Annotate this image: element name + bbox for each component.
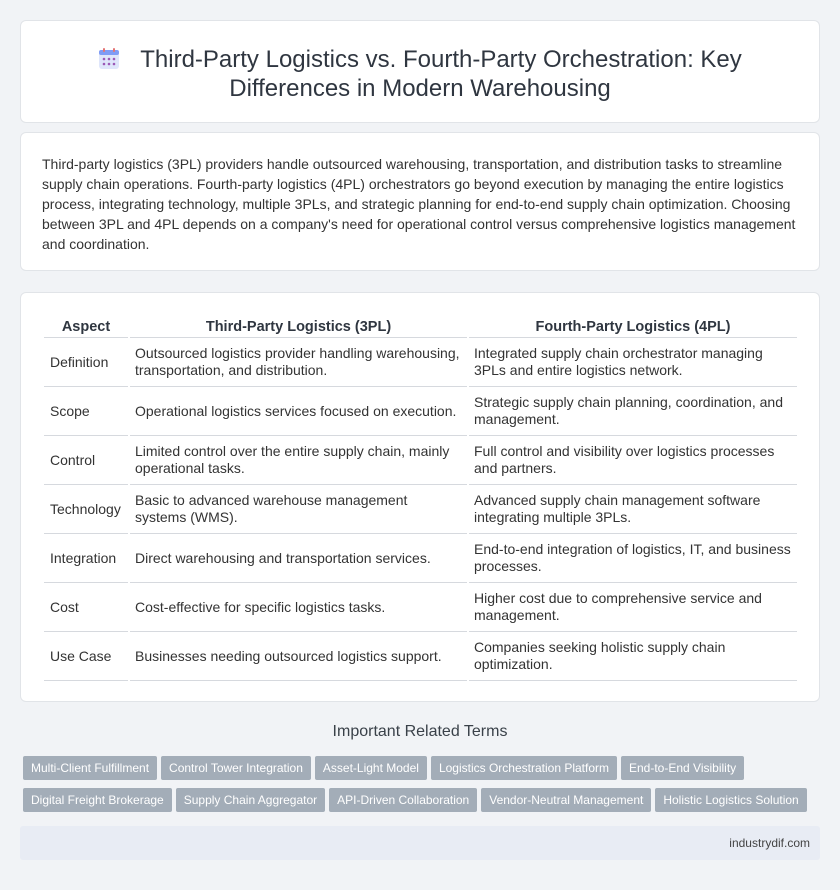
header-4pl: Fourth-Party Logistics (4PL) (469, 314, 797, 338)
table-row (44, 338, 797, 387)
header-3pl: Third-Party Logistics (3PL) (130, 314, 467, 338)
related-term-tag[interactable]: Supply Chain Aggregator (176, 788, 325, 812)
title-line-1: Third-Party Logistics vs. Fourth-Party Orchestration: Key (140, 46, 742, 73)
related-terms-title: Important Related Terms (332, 723, 508, 740)
aspect-cell: Use Case (44, 632, 128, 681)
3pl-cell: Businesses needing outsourced logistics support. (130, 632, 467, 681)
aspect-cell: Control (44, 436, 128, 485)
comparison-card (20, 292, 820, 702)
related-term-tag[interactable]: Asset-Light Model (315, 756, 427, 780)
aspect-cell: Cost (44, 583, 128, 632)
aspect-cell: Technology (44, 485, 128, 534)
page-title (21, 45, 819, 103)
related-term-tag[interactable]: Digital Freight Brokerage (23, 788, 172, 812)
table-header-row (44, 314, 797, 338)
related-term-tag[interactable]: Control Tower Integration (161, 756, 311, 780)
4pl-cell: End-to-end integration of logistics, IT, and business processes. (469, 534, 797, 583)
footer-site-link[interactable]: industrydif.com (729, 836, 810, 850)
related-term-tag[interactable]: API-Driven Collaboration (329, 788, 477, 812)
footer-bar (20, 826, 820, 860)
related-term-tag[interactable]: End-to-End Visibility (621, 756, 744, 780)
3pl-cell: Basic to advanced warehouse management systems (WMS). (130, 485, 467, 534)
4pl-cell: Higher cost due to comprehensive service and management. (469, 583, 797, 632)
comparison-table (42, 314, 799, 681)
3pl-cell: Cost-effective for specific logistics tasks. (130, 583, 467, 632)
title-line-2: Differences in Modern Warehousing (229, 75, 611, 102)
intro-card (20, 132, 820, 271)
related-term-tag[interactable]: Multi-Client Fulfillment (23, 756, 157, 780)
related-term-tag[interactable]: Holistic Logistics Solution (655, 788, 806, 812)
related-term-tag[interactable]: Vendor-Neutral Management (481, 788, 651, 812)
3pl-cell: Operational logistics services focused on execution. (130, 387, 467, 436)
table-row (44, 485, 797, 534)
4pl-cell: Full control and visibility over logistics processes and partners. (469, 436, 797, 485)
related-term-tag[interactable]: Logistics Orchestration Platform (431, 756, 617, 780)
4pl-cell: Companies seeking holistic supply chain optimization. (469, 632, 797, 681)
table-row (44, 632, 797, 681)
4pl-cell: Integrated supply chain orchestrator managing 3PLs and entire logistics network. (469, 338, 797, 387)
4pl-cell: Advanced supply chain management software integrating multiple 3PLs. (469, 485, 797, 534)
table-row (44, 583, 797, 632)
table-row (44, 436, 797, 485)
aspect-cell: Definition (44, 338, 128, 387)
3pl-cell: Limited control over the entire supply chain, mainly operational tasks. (130, 436, 467, 485)
table-row (44, 387, 797, 436)
title-card (20, 20, 820, 123)
header-aspect: Aspect (44, 314, 128, 338)
calendar-grid-icon (98, 48, 120, 70)
intro-paragraph: Third-party logistics (3PL) providers handle outsourced warehousing, transportation, and distribution tasks to streamline supply chain operations. Fourth-party logistics (4PL) orchestrators go beyond execution by managing the entire logistics process, integrating technology, multiple 3PLs, and strategic planning for end-to-end supply chain optimization. Choosing between 3PL and 4PL depends on a company's need for operational control versus comprehensive logistics management and coordination. (42, 156, 796, 252)
3pl-cell: Direct warehousing and transportation services. (130, 534, 467, 583)
4pl-cell: Strategic supply chain planning, coordination, and management. (469, 387, 797, 436)
aspect-cell: Integration (44, 534, 128, 583)
aspect-cell: Scope (44, 387, 128, 436)
related-terms-row-1 (23, 756, 748, 780)
3pl-cell: Outsourced logistics provider handling warehousing, transportation, and distribution. (130, 338, 467, 387)
table-row (44, 534, 797, 583)
related-terms-row-2 (23, 788, 811, 812)
